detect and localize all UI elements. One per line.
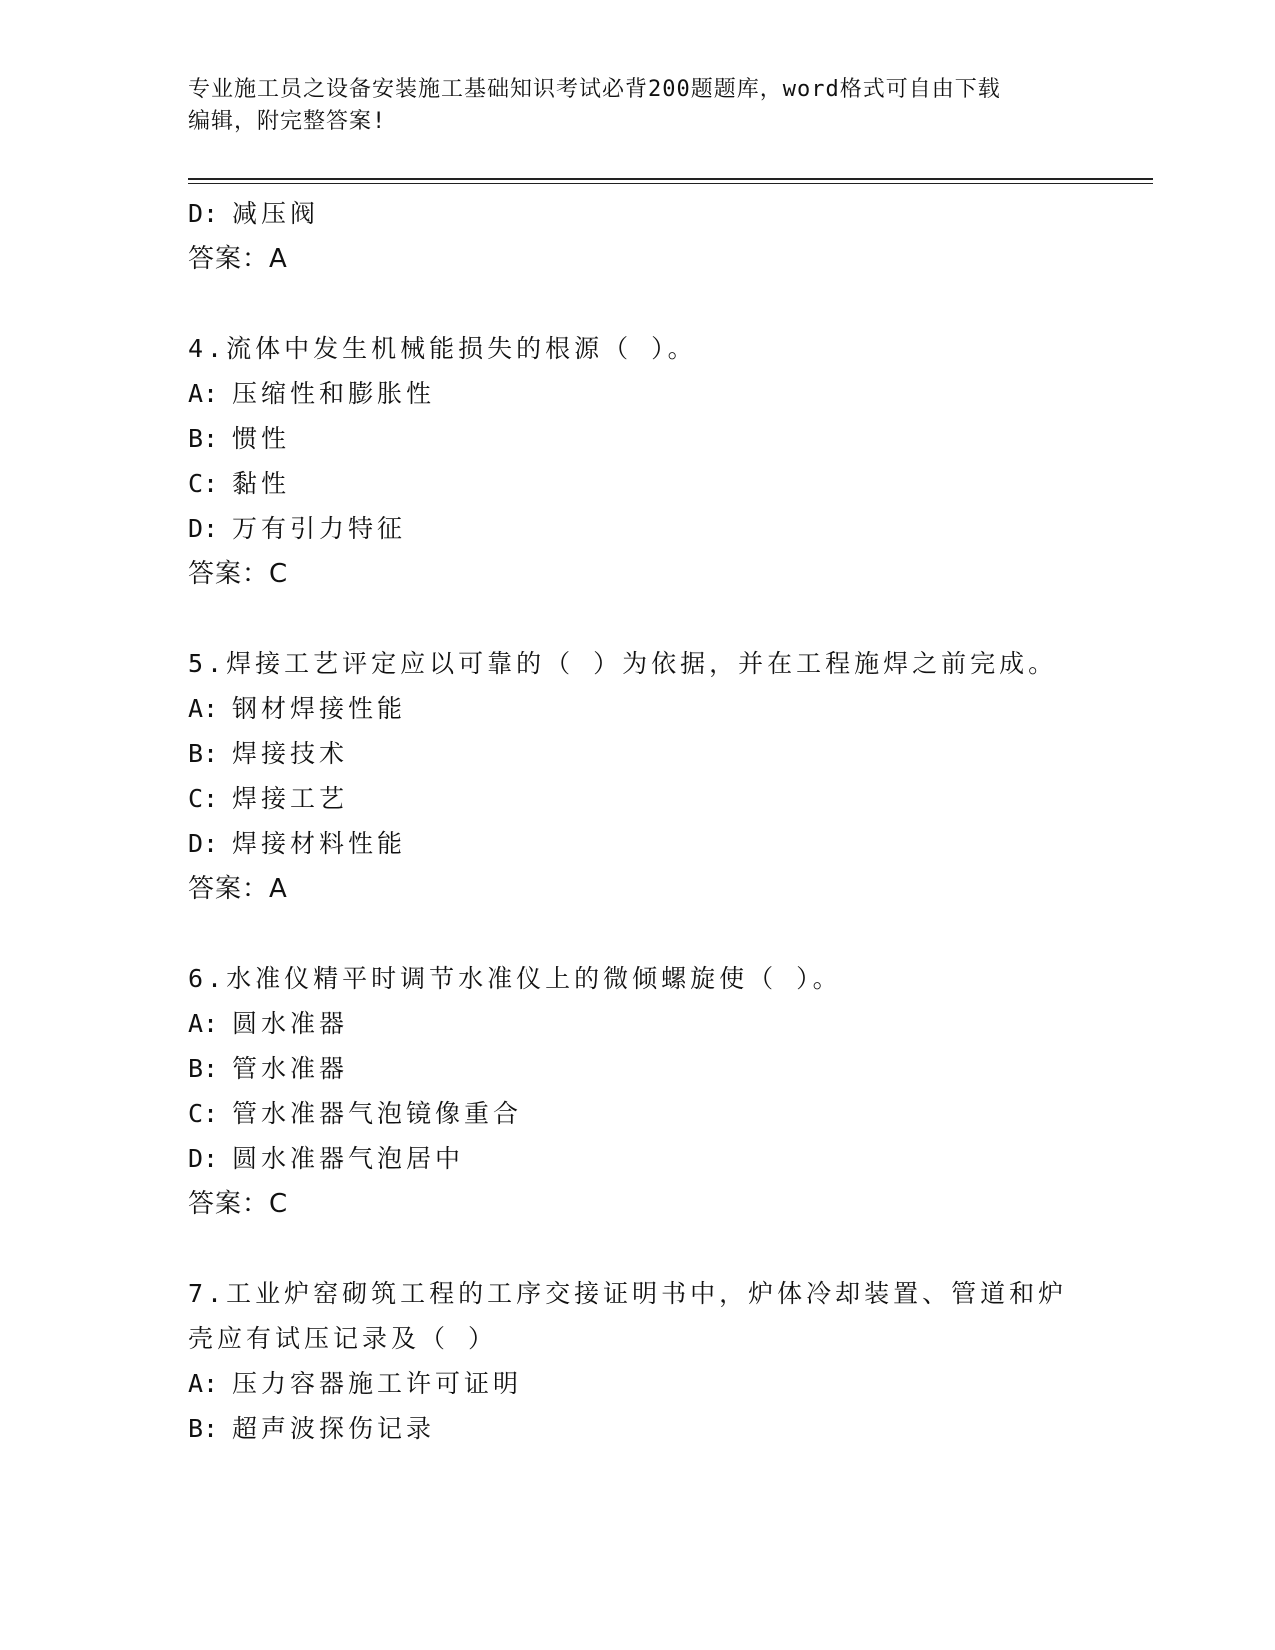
- option-letter: D:: [188, 1144, 219, 1173]
- option-text: 管水准器气泡镜像重合: [232, 1099, 523, 1128]
- spacer: [188, 1227, 1148, 1271]
- question-5-option-a: [188, 686, 1148, 731]
- answer-line: 答案：A: [188, 244, 288, 274]
- question-5-option-b: [188, 731, 1148, 776]
- header-title-line-2: 编辑，附完整答案!: [188, 109, 387, 134]
- question-7-stem: 7.工业炉窑砌筑工程的工序交接证明书中，炉体冷却装置、管道和炉壳应有试压记录及（ ）: [188, 1279, 1068, 1353]
- header-title-line-1: 专业施工员之设备安装施工基础知识考试必背200题题库，word格式可自由下载: [188, 77, 1001, 102]
- option-text: 圆水准器: [232, 1009, 349, 1038]
- question-4-answer: 答案：C: [188, 559, 289, 589]
- option-letter: D:: [188, 514, 219, 543]
- question-list: [188, 191, 1148, 1451]
- option-text: 黏性: [232, 469, 291, 498]
- question-5-answer: 答案：A: [188, 874, 288, 904]
- question-6-stem: 6.水准仪精平时调节水准仪上的微倾螺旋使（ ）。: [188, 964, 842, 993]
- question-7-option-a: [188, 1361, 1148, 1406]
- option-letter: C:: [188, 784, 219, 813]
- document-header: [188, 74, 1068, 138]
- option-text: 管水准器: [232, 1054, 349, 1083]
- spacer: [188, 912, 1148, 956]
- option-d: [188, 191, 1148, 236]
- option-text: 压力容器施工许可证明: [232, 1369, 523, 1398]
- question-4-option-b: [188, 416, 1148, 461]
- option-text: 圆水准器气泡居中: [232, 1144, 465, 1173]
- question-5-stem: 5.焊接工艺评定应以可靠的（ ）为依据，并在工程施焊之前完成。: [188, 649, 1058, 678]
- option-letter: C:: [188, 1099, 219, 1128]
- option-text: 焊接工艺: [232, 784, 349, 813]
- question-6-option-a: [188, 1001, 1148, 1046]
- question-7-option-b: [188, 1406, 1148, 1451]
- question-5-option-c: [188, 776, 1148, 821]
- option-letter: B:: [188, 1054, 219, 1083]
- option-letter: A:: [188, 1009, 219, 1038]
- option-text: 焊接技术: [232, 739, 349, 768]
- question-5-option-d: [188, 821, 1148, 866]
- question-4-option-d: [188, 506, 1148, 551]
- option-letter: A:: [188, 379, 219, 408]
- option-text: 超声波探伤记录: [232, 1414, 436, 1443]
- option-letter: A:: [188, 1369, 219, 1398]
- question-4-option-a: [188, 371, 1148, 416]
- question-4-stem: 4.流体中发生机械能损失的根源（ ）。: [188, 334, 697, 363]
- question-6-option-b: [188, 1046, 1148, 1091]
- option-letter: C:: [188, 469, 219, 498]
- option-letter: D:: [188, 829, 219, 858]
- option-text: 压缩性和膨胀性: [232, 379, 436, 408]
- option-letter: B:: [188, 424, 219, 453]
- option-letter: A:: [188, 694, 219, 723]
- option-text: 惯性: [232, 424, 291, 453]
- option-letter: B:: [188, 1414, 219, 1443]
- spacer: [188, 282, 1148, 326]
- option-text: 减压阀: [232, 199, 320, 228]
- option-letter: B:: [188, 739, 219, 768]
- option-text: 钢材焊接性能: [232, 694, 407, 723]
- question-4-option-c: [188, 461, 1148, 506]
- header-rule-thick: [188, 178, 1153, 180]
- spacer: [188, 597, 1148, 641]
- option-letter: D:: [188, 199, 219, 228]
- option-text: 万有引力特征: [232, 514, 407, 543]
- question-6-option-c: [188, 1091, 1148, 1136]
- header-rule-thin: [188, 183, 1153, 184]
- question-6-answer: 答案：C: [188, 1189, 289, 1219]
- option-text: 焊接材料性能: [232, 829, 407, 858]
- question-6-option-d: [188, 1136, 1148, 1181]
